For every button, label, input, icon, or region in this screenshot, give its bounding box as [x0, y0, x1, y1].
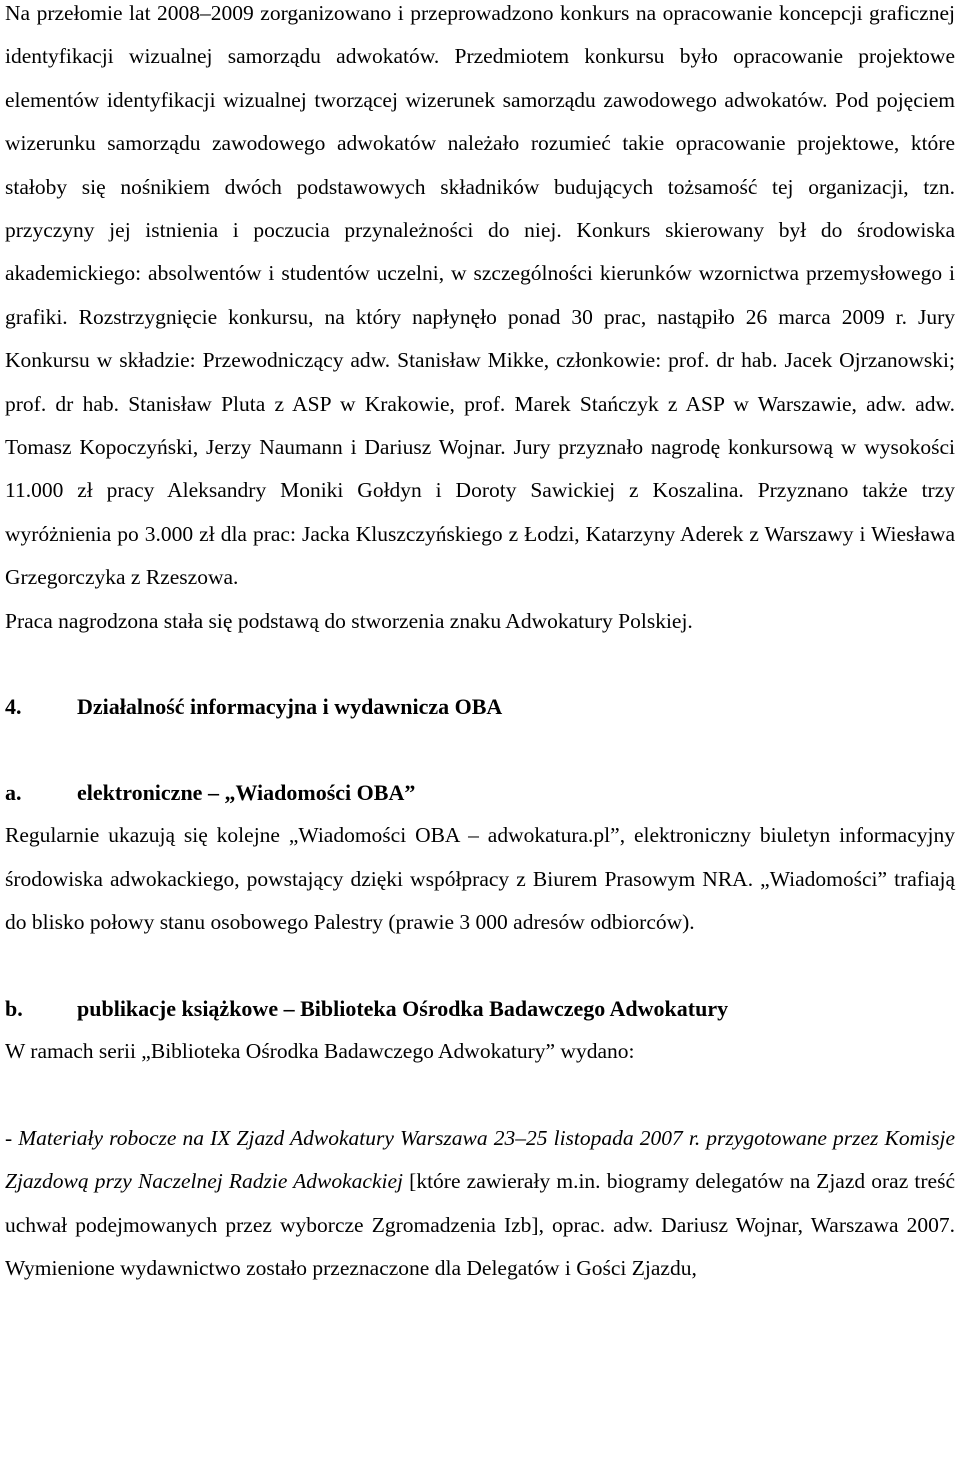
- section-a-title: elektroniczne – „Wiadomości OBA”: [77, 780, 416, 806]
- section-4-title: Działalność informacyjna i wydawnicza OBA: [77, 694, 503, 720]
- section-b-number: b.: [5, 996, 23, 1022]
- section-4-heading: [5, 685, 955, 728]
- section-4-number: 4.: [5, 694, 22, 720]
- spacer: [5, 1074, 955, 1117]
- section-b-intro: W ramach serii „Biblioteka Ośrodka Badawczego Adwokatury” wydano:: [5, 1039, 635, 1064]
- document-page: [5, 0, 955, 1290]
- section-b-item: [5, 1117, 955, 1291]
- section-b-title: publikacje książkowe – Biblioteka Ośrodka Badawczego Adwokatury: [77, 996, 729, 1022]
- paragraph-award: Praca nagrodzona stała się podstawą do stworzenia znaku Adwokatury Polskiej.: [5, 608, 693, 633]
- spacer: [5, 728, 955, 771]
- paragraph-competition: Na przełomie lat 2008–2009 zorganizowano i przeprowadzono konkurs na opracowanie koncepcji graficznej identyfikacji wizualnej samorządu adwokatów. Przedmiotem konkursu było opracowanie projektowe elementów identyfikacji wizualnej tworzącej wizerunek samorządu zawodowego adwokatów. Pod pojęciem wizerunku samorządu zawodowego adwokatów należało rozumieć takie opracowanie projektowe, które stałoby się nośnikiem dwóch podstawowych składników budujących tożsamość tej organizacji, tzn. przyczyny jej istnienia i poczucia przynależności do niej. Konkurs skierowany był do środowiska akademickiego: absolwentów i studentów uczelni, w szczególności kierunków wzornictwa przemysłowego i grafiki. Rozstrzygnięcie konkursu, na który napłynęło ponad 30 prac, nastąpiło 26 marca 2009 r. Jury Konkursu w składzie: Przewodniczący adw. Stanisław Mikke, członkowie: prof. dr hab. Jacek Ojrzanowski; prof. dr hab. Stanisław Pluta z ASP w Krakowie, prof. Marek Stańczyk z ASP w Warszawie, adw. adw. Tomasz Kopoczyński, Jerzy Naumann i Dariusz Wojnar. Jury przyznało nagrodę konkursową w wysokości 11.000 zł pracy Aleksandry Moniki Gołdyn i Doroty Sawickiej z Koszalina. Przyznano także trzy wyróżnienia po 3.000 zł dla prac: Jacka Kluszczyńskiego z Łodzi, Katarzyny Aderek z Warszawy i Wiesława Grzegorczyka z Rzeszowa.: [5, 1, 955, 590]
- section-b-item-description: [które zawierały m.in. biogramy delegatów na Zjazd oraz treść uchwał podejmowanych przez wyborcze Zgromadzenia Izb], oprac. adw. Dariusz Wojnar, Warszawa 2007. Wymienione wydawnictwo zostało przeznaczone dla Delegatów i Gości Zjazdu,: [5, 1169, 955, 1280]
- section-a-number: a.: [5, 780, 22, 806]
- section-b-heading: [5, 987, 955, 1030]
- spacer: [5, 944, 955, 987]
- section-a-body: Regularnie ukazują się kolejne „Wiadomości OBA – adwokatura.pl”, elektroniczny biuletyn informacyjny środowiska adwokackiego, powstający dzięki współpracy z Biurem Prasowym NRA. „Wiadomości” trafiają do blisko połowy stanu osobowego Palestry (prawie 3 000 adresów odbiorców).: [5, 823, 955, 934]
- section-b-item-title: - Materiały robocze na IX Zjazd Adwokatury Warszawa 23–25 listopada 2007 r. przygotowane przez Komisje Zjazdową przy Naczelnej Radzie Adwokackiej: [5, 1125, 955, 1194]
- section-a-heading: [5, 771, 955, 814]
- spacer: [5, 643, 955, 685]
